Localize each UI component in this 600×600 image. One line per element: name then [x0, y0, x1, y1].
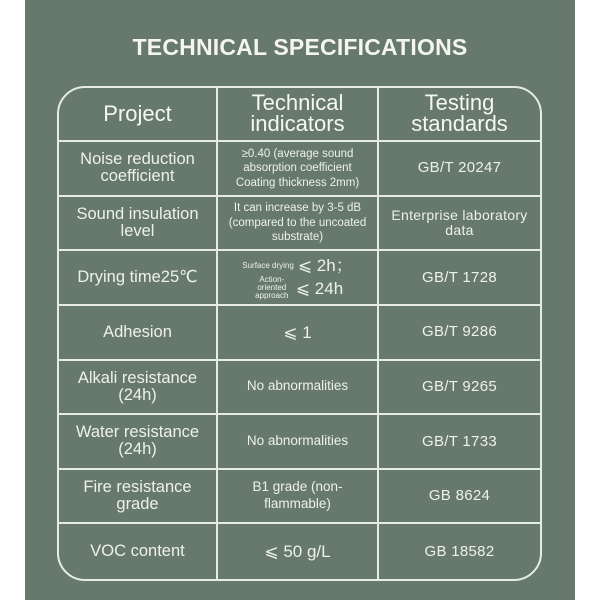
row-indicator: ⩽ 1: [218, 306, 379, 361]
row-indicator: No abnormalities: [218, 415, 379, 470]
spec-table: [57, 86, 542, 581]
row-standard: GB/T 9286: [379, 306, 540, 361]
row-indicator: It can increase by 3-5 dB (compared to the uncoated substrate): [218, 197, 379, 252]
row-standard: GB 18582: [424, 542, 495, 560]
row-indicator: B1 grade (non-flammable): [218, 470, 379, 525]
row-project: Drying time25℃: [59, 251, 218, 306]
row-project: Adhesion: [59, 306, 218, 361]
header-project: Project: [59, 88, 218, 142]
row-project: Noise reduction coefficient: [59, 142, 218, 197]
row-indicator: ⩽ 50 g/L: [218, 524, 379, 579]
row-project: Water resistance (24h): [59, 415, 218, 470]
row-indicator-drying: [218, 251, 379, 306]
row-standard: GB 8624: [379, 470, 540, 525]
row-standard: GB/T 9265: [379, 361, 540, 416]
row-standard: GB/T 20247: [379, 142, 540, 197]
row-indicator: No abnormalities: [218, 361, 379, 416]
page-title: TECHNICAL SPECIFICATIONS: [132, 34, 468, 60]
header-technical-indicators: Technical indicators: [218, 88, 379, 142]
row-project: Alkali resistance (24h): [59, 361, 218, 416]
header-testing-standards: Testing standards: [379, 88, 540, 142]
surface-drying-label: Surface drying: [242, 260, 294, 270]
row-standard: GB/T 1728: [379, 251, 540, 306]
surface-drying-value: ⩽ 2h；: [297, 255, 353, 275]
row-standard: GB/T 1733: [379, 415, 540, 470]
row-project: Sound insulation level: [59, 197, 218, 252]
action-approach-value: ⩽ 24h: [295, 278, 344, 298]
row-standard: Enterprise laboratory data: [379, 197, 540, 252]
row-indicator: ≥0.40 (average sound absorption coefficient Coating thickness 2mm): [218, 142, 379, 197]
action-approach-label: Action-oriented approach: [255, 275, 289, 301]
row-project: Fire resistance grade: [59, 470, 218, 525]
row-project: VOC content: [59, 524, 218, 579]
